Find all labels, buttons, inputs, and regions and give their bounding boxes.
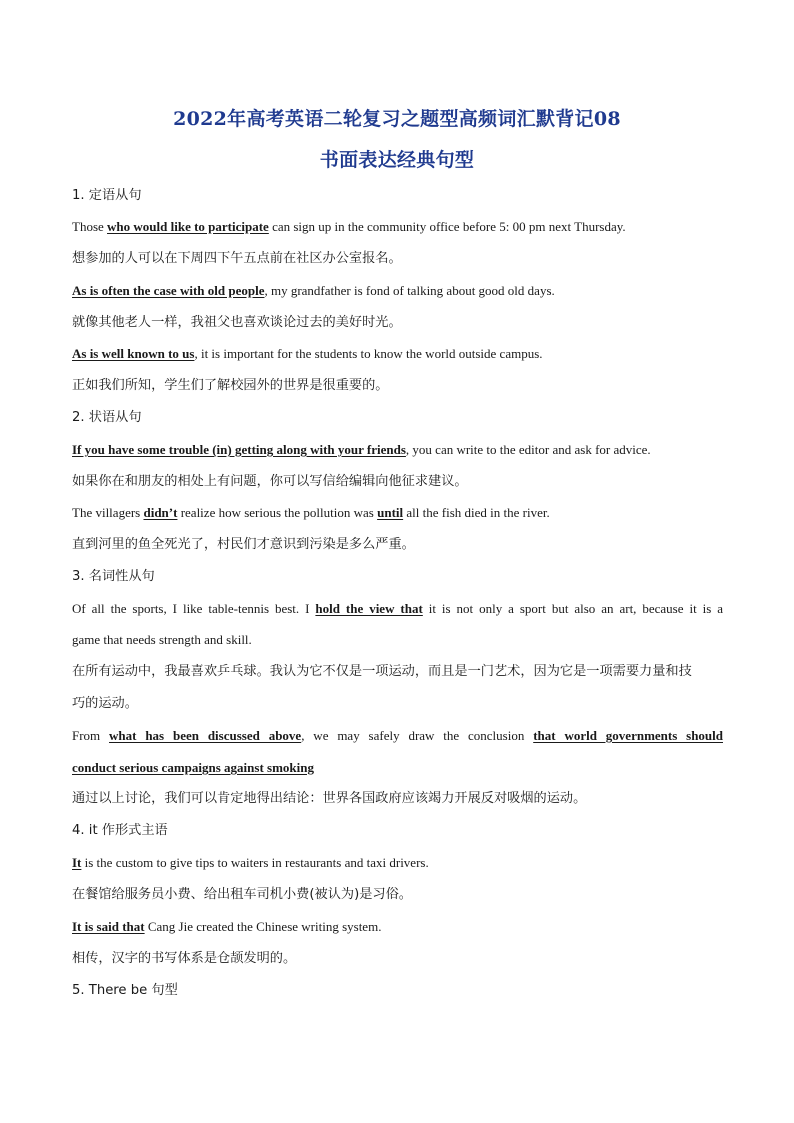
example-sentence (72, 918, 381, 936)
example-sentence (72, 727, 723, 745)
page-title: 2022年高考英语二轮复习之题型高频词汇默背记08 (173, 108, 621, 130)
key-phrase: It is said that (72, 919, 145, 934)
translation: 在餐馆给服务员小费、给出租车司机小费(被认为)是习俗。 (72, 887, 412, 902)
translation: 想参加的人可以在下周四下午五点前在社区办公室报名。 (72, 251, 402, 266)
example-sentence-cont: game that needs strength and skill. (72, 632, 252, 647)
text-run: , you can write to the editor and ask for advice. (405, 442, 651, 457)
example-sentence (72, 600, 723, 618)
example-sentence-cont (72, 759, 314, 777)
text-run: , it is important for the students to know the world outside campus. (194, 346, 543, 361)
example-sentence (72, 854, 429, 872)
section-heading-5: 5. There be 句型 (72, 983, 178, 998)
example-sentence (72, 282, 555, 300)
example-sentence (72, 504, 550, 522)
text-run: , my grandfather is fond of talking about good old days. (264, 283, 555, 298)
section-heading-2: 2. 状语从句 (72, 410, 142, 425)
text-run: realize how serious the pollution was (177, 505, 378, 520)
example-sentence (72, 345, 543, 363)
text-run: The villagers (72, 505, 144, 520)
key-phrase: who would like to participate (107, 219, 269, 234)
key-phrase: conduct serious campaigns against smoking (72, 760, 314, 775)
text-run: Cang Jie created the Chinese writing system. (144, 919, 382, 934)
translation: 就像其他老人一样，我祖父也喜欢谈论过去的美好时光。 (72, 315, 402, 330)
key-phrase: As is often the case with old people (72, 283, 265, 298)
key-phrase: didn’t (143, 505, 178, 520)
key-phrase: that world governments should (533, 728, 723, 743)
text-run: is the custom to give tips to waiters in restaurants and taxi drivers. (81, 855, 429, 870)
translation: 相传，汉字的书写体系是仓颉发明的。 (72, 951, 297, 966)
key-phrase: It (72, 855, 82, 870)
section-heading-3: 3. 名词性从句 (72, 569, 155, 584)
section-heading-1: 1. 定语从句 (72, 188, 142, 203)
section-heading-4: 4. it 作形式主语 (72, 823, 168, 838)
translation: 如果你在和朋友的相处上有问题，你可以写信给编辑向他征求建议。 (72, 474, 468, 489)
example-sentence (72, 218, 626, 236)
example-sentence (72, 441, 651, 459)
text-run: Those (72, 219, 108, 234)
text-run: From (72, 728, 110, 743)
key-phrase: what has been discussed above (109, 728, 302, 743)
page-subtitle: 书面表达经典句型 (319, 149, 475, 171)
key-phrase: hold the view that (315, 601, 423, 616)
text-run: it is not only a sport but also an art, because it is a (422, 601, 724, 616)
text-run: all the fish died in the river. (403, 505, 550, 520)
translation: 直到河里的鱼全死光了，村民们才意识到污染是多么严重。 (72, 537, 415, 552)
key-phrase: As is well known to us (72, 346, 195, 361)
key-phrase: If you have some trouble (in) getting along with your friends (72, 442, 406, 457)
text-run: can sign up in the community office before 5: 00 pm next Thursday. (268, 219, 626, 234)
translation: 通过以上讨论，我们可以肯定地得出结论：世界各国政府应该竭力开展反对吸烟的运动。 (72, 791, 587, 806)
translation-cont: 巧的运动。 (72, 696, 138, 711)
text-run: , we may safely draw the conclusion (301, 728, 534, 743)
key-phrase: until (377, 505, 404, 520)
translation: 正如我们所知，学生们了解校园外的世界是很重要的。 (72, 378, 389, 393)
text-run: Of all the sports, I like table-tennis best. I (72, 601, 316, 616)
translation: 在所有运动中，我最喜欢乒乓球。我认为它不仅是一项运动，而且是一门艺术，因为它是一项需要力量和技 (72, 664, 692, 679)
